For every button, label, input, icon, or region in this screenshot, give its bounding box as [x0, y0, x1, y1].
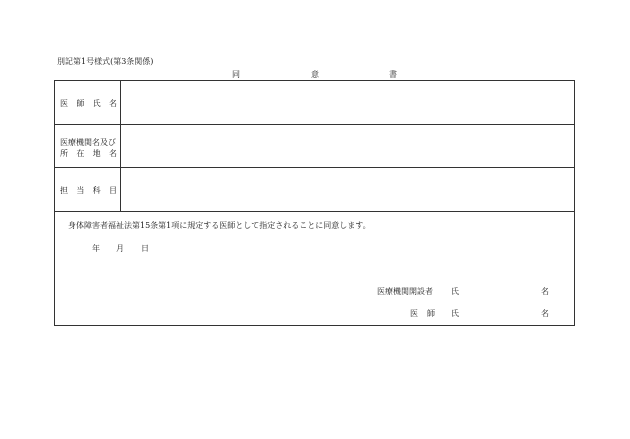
label-department-line: 担 当 科 目 — [60, 186, 117, 195]
founder-label: 医療機関開設者 — [377, 287, 433, 296]
row-doctor-name — [55, 81, 574, 125]
label-institution-line-1: 医療機関名及び — [60, 138, 116, 147]
form-caption: 別記第1号様式(第3条関係) — [57, 57, 154, 66]
founder-mei: 名 — [541, 287, 549, 296]
row-consent — [55, 212, 574, 325]
title-char-1: 同 — [232, 70, 240, 79]
date-day-label: 日 — [141, 244, 149, 253]
label-department — [55, 168, 121, 211]
consent-form-table — [54, 80, 575, 326]
label-doctor-name-line: 医 師 氏 名 — [60, 99, 117, 108]
doctor-name-field[interactable] — [122, 81, 574, 124]
consent-statement: 身体障害者福祉法第15条第1項に規定する医師として指定されることに同意します。 — [68, 221, 371, 230]
row-institution — [55, 125, 574, 168]
label-doctor-name — [55, 81, 121, 124]
date-year-label: 年 — [92, 244, 100, 253]
doctor-label-char-1: 医 — [410, 309, 418, 318]
title-char-2: 意 — [311, 70, 319, 79]
department-field[interactable] — [122, 168, 574, 211]
row-department — [55, 168, 574, 212]
label-institution — [55, 125, 121, 167]
founder-shi: 氏 — [451, 287, 459, 296]
date-month-label: 月 — [116, 244, 124, 253]
doctor-mei: 名 — [541, 309, 549, 318]
title-char-3: 書 — [389, 70, 397, 79]
doctor-label-char-2: 師 — [427, 309, 435, 318]
doctor-shi: 氏 — [451, 309, 459, 318]
label-institution-line-2: 所 在 地 名 — [60, 149, 117, 158]
institution-field[interactable] — [122, 125, 574, 167]
